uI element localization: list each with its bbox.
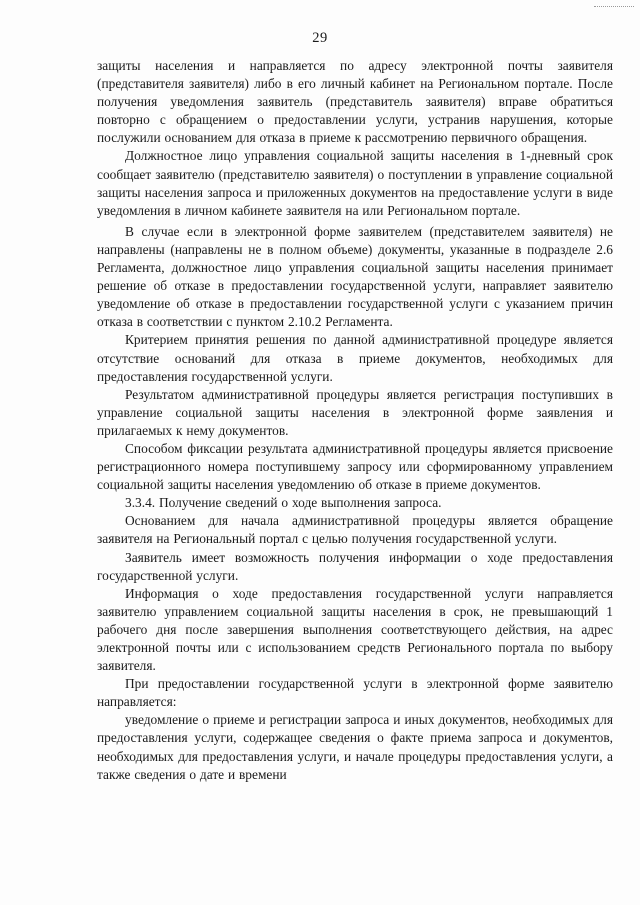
paragraph-procedure-result: Результатом административной процедуры является регистрация поступивших в управление социальной защиты населения в электронной форме заявления и прилагаемых к нему документов. [97, 386, 613, 438]
paragraph-result-fixation: Способом фиксации результата административной процедуры является присвоение регистрационного номера поступившему запросу или сформированному управлением социальной защиты населения уведомлению об отказе в приеме документов. [97, 440, 613, 493]
section-heading-3-3-4: 3.3.4. Получение сведений о ходе выполнения запроса. [125, 495, 442, 511]
paragraph-decision-criterion: Критерием принятия решения по данной административной процедуре является отсутствие оснований для отказа в приеме документов, необходимых для предоставления государственной услуги. [97, 332, 613, 384]
paragraph-progress-info: Информация о ходе предоставления государственной услуги направляется заявителю управлением социальной защиты населения в срок, не превышающий 1 рабочего дня после завершения выполнения соответствующего действия, на адрес электронной почты или с использованием средств Регионального портала по выбору заявителя. [97, 585, 613, 674]
page-number: 29 [312, 30, 328, 46]
paragraph-notification: уведомление о приеме и регистрации запроса и иных документов, необходимых для предоставления услуги, содержащее сведения о факте приема запроса и документов, необходимых для предоставления услуги, и начале процедуры предоставления услуги, а также сведения о дате и времени [97, 712, 613, 782]
paragraph-procedure-basis: Основанием для начала административной процедуры является обращение заявителя на Региональный портал с целью получения государственной услуги. [97, 513, 613, 547]
paragraph-official-notice: Должностное лицо управления социальной защиты населения в 1-дневный срок сообщает заявителю (представителю заявителя) о поступлении в управление социальной защиты населения запроса и приложенных документов на предоставление услуги в виде уведомления в личном кабинете заявителя на или Региональном портале. [97, 148, 613, 218]
paragraph-continuation: защиты населения и направляется по адресу электронной почты заявителя (представителя заявителя) либо в его личный кабинет на Региональном портале. После получения уведомления заявитель (представитель заявителя) вправе обратиться повторно с обращением о предоставлении услуги, устранив нарушения, которые послужили основанием для отказа в приеме к рассмотрению первичного обращения. [97, 58, 613, 146]
paragraph-electronic-form: При предоставлении государственной услуги в электронной форме заявителю направляется: [97, 676, 613, 710]
document-body [97, 57, 613, 784]
paragraph-applicant-info: Заявитель имеет возможность получения информации о ходе предоставления государственной услуги. [97, 549, 613, 583]
scan-corner-mark [594, 6, 634, 17]
paragraph-refusal-case: В случае если в электронной форме заявителем (представителем заявителя) не направлены (направлены не в полном объеме) документы, указанные в подразделе 2.6 Регламента, должностное лицо управления социальной защиты населения принимает решение об отказе в предоставлении государственной услуги, направляет заявителю уведомление об отказе в предоставлении государственной услуги с указанием причин отказа в соответствии с пунктом 2.10.2 Регламента. [97, 223, 613, 330]
